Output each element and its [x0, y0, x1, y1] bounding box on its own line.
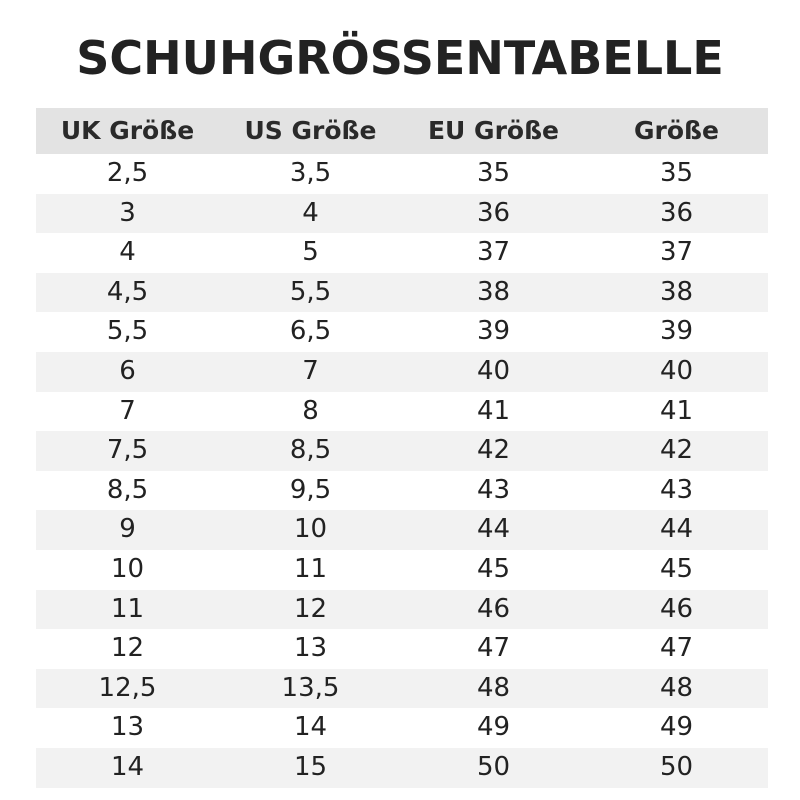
- cell-uk-size: 5,5: [106, 316, 149, 347]
- table-row: [36, 194, 768, 234]
- cell-us-size: 8,5: [289, 435, 332, 466]
- cell-size: 40: [659, 355, 694, 386]
- cell-us-size: 12: [293, 593, 328, 624]
- table-row: [36, 392, 768, 432]
- table-row: [36, 471, 768, 511]
- cell-eu-size: 40: [476, 355, 511, 386]
- cell-size: 36: [659, 197, 694, 228]
- table-row: [36, 273, 768, 313]
- cell-size: 50: [659, 751, 694, 782]
- cell-uk-size: 13: [110, 712, 145, 743]
- cell-us-size: 6,5: [289, 316, 332, 347]
- cell-uk-size: 10: [110, 553, 145, 584]
- table-row: [36, 312, 768, 352]
- cell-uk-size: 7: [119, 395, 136, 426]
- cell-uk-size: 4,5: [106, 276, 149, 307]
- cell-size: 43: [659, 474, 694, 505]
- cell-uk-size: 3: [119, 197, 136, 228]
- cell-eu-size: 49: [476, 712, 511, 743]
- cell-us-size: 3,5: [289, 158, 332, 188]
- table-row: [36, 669, 768, 709]
- cell-size: 42: [659, 435, 694, 466]
- cell-eu-size: 48: [476, 672, 511, 703]
- cell-size: 41: [659, 395, 694, 426]
- table-body: [36, 154, 768, 788]
- cell-eu-size: 44: [476, 514, 511, 545]
- table-row: [36, 629, 768, 669]
- cell-eu-size: 39: [476, 316, 511, 347]
- table-row: [36, 748, 768, 788]
- cell-size: 35: [659, 158, 694, 188]
- table-header-row: [36, 108, 768, 154]
- cell-uk-size: 11: [110, 593, 145, 624]
- cell-us-size: 13: [293, 633, 328, 664]
- size-table: [36, 108, 768, 788]
- cell-us-size: 10: [293, 514, 328, 545]
- cell-us-size: 13,5: [281, 672, 340, 703]
- cell-eu-size: 43: [476, 474, 511, 505]
- cell-eu-size: 38: [476, 276, 511, 307]
- table-row: [36, 154, 768, 194]
- header-us-size: US Größe: [244, 116, 377, 145]
- header-eu-size: EU Größe: [427, 116, 560, 145]
- cell-us-size: 7: [302, 355, 319, 386]
- cell-size: 46: [659, 593, 694, 624]
- cell-eu-size: 46: [476, 593, 511, 624]
- cell-eu-size: 47: [476, 633, 511, 664]
- table-row: [36, 233, 768, 273]
- cell-uk-size: 2,5: [106, 158, 149, 188]
- cell-eu-size: 42: [476, 435, 511, 466]
- cell-eu-size: 41: [476, 395, 511, 426]
- cell-uk-size: 7,5: [106, 435, 149, 466]
- table-row: [36, 510, 768, 550]
- table-row: [36, 590, 768, 630]
- table-row: [36, 550, 768, 590]
- cell-uk-size: 12: [110, 633, 145, 664]
- cell-uk-size: 8,5: [106, 474, 149, 505]
- cell-us-size: 5,5: [289, 276, 332, 307]
- cell-us-size: 11: [293, 553, 328, 584]
- header-size: Größe: [634, 116, 719, 145]
- cell-us-size: 4: [302, 197, 319, 228]
- cell-us-size: 14: [293, 712, 328, 743]
- cell-eu-size: 36: [476, 197, 511, 228]
- cell-eu-size: 35: [476, 158, 511, 188]
- cell-size: 45: [659, 553, 694, 584]
- cell-size: 39: [659, 316, 694, 347]
- cell-uk-size: 9: [119, 514, 136, 545]
- header-uk-size: UK Größe: [60, 116, 195, 145]
- table-row: [36, 352, 768, 392]
- cell-size: 49: [659, 712, 694, 743]
- cell-uk-size: 4: [119, 237, 136, 268]
- table-row: [36, 431, 768, 471]
- cell-size: 37: [659, 237, 694, 268]
- cell-size: 44: [659, 514, 694, 545]
- cell-size: 47: [659, 633, 694, 664]
- cell-eu-size: 50: [476, 751, 511, 782]
- cell-uk-size: 12,5: [98, 672, 157, 703]
- cell-us-size: 8: [302, 395, 319, 426]
- cell-size: 38: [659, 276, 694, 307]
- cell-us-size: 5: [302, 237, 319, 268]
- cell-eu-size: 45: [476, 553, 511, 584]
- cell-size: 48: [659, 672, 694, 703]
- table-row: [36, 708, 768, 748]
- cell-uk-size: 6: [119, 355, 136, 386]
- cell-us-size: 15: [293, 751, 328, 782]
- cell-eu-size: 37: [476, 237, 511, 268]
- page-title: SCHUHGRÖSSENTABELLE: [76, 31, 724, 85]
- cell-uk-size: 14: [110, 751, 145, 782]
- cell-us-size: 9,5: [289, 474, 332, 505]
